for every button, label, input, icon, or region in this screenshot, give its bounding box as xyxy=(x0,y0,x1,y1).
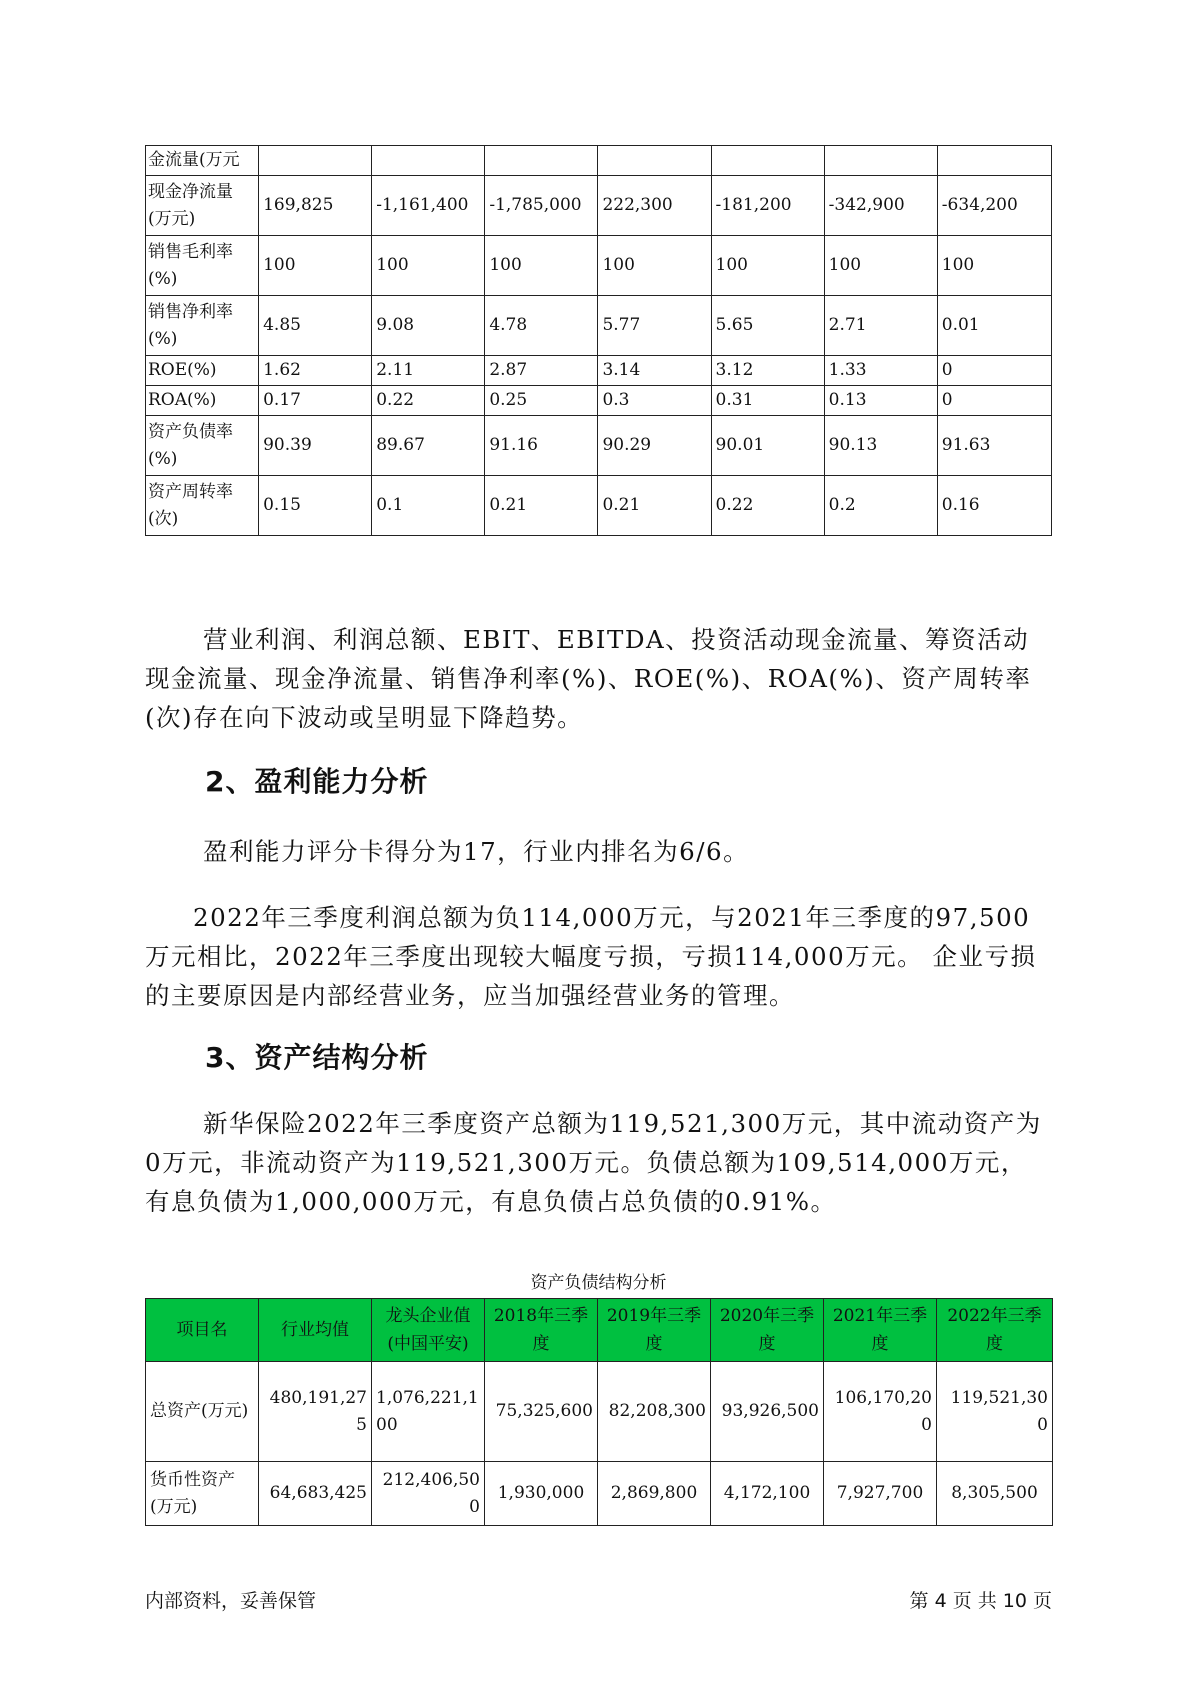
column-header: 2021年三季度 xyxy=(824,1299,937,1362)
table-row xyxy=(146,176,1052,236)
table-cell: -1,785,000 xyxy=(485,176,598,236)
table-cell: 90.13 xyxy=(824,416,937,476)
table-cell: 5.65 xyxy=(711,296,824,356)
table-cell: 100 xyxy=(824,236,937,296)
table-cell: 106,170,200 xyxy=(824,1362,937,1462)
column-header: 2022年三季度 xyxy=(937,1299,1053,1362)
table-cell: 480,191,275 xyxy=(259,1362,372,1462)
table-cell: 4.78 xyxy=(485,296,598,356)
table-cell: 7,927,700 xyxy=(824,1462,937,1526)
table-cell: 5.77 xyxy=(598,296,711,356)
row-label: 销售毛利率(%) xyxy=(146,236,259,296)
table-cell: 0.2 xyxy=(824,476,937,536)
table-row xyxy=(146,416,1052,476)
table-caption: 资产负债结构分析 xyxy=(530,1273,667,1293)
table-cell xyxy=(937,146,1051,176)
table-cell xyxy=(485,146,598,176)
table-cell: 0.21 xyxy=(485,476,598,536)
table-cell: 0.15 xyxy=(259,476,372,536)
table-row xyxy=(146,236,1052,296)
table-cell: 1,076,221,100 xyxy=(372,1362,485,1462)
table-row xyxy=(146,356,1052,386)
table-cell: 89.67 xyxy=(372,416,485,476)
table-cell: 100 xyxy=(598,236,711,296)
table-cell: 75,325,600 xyxy=(485,1362,598,1462)
table-cell: 100 xyxy=(937,236,1051,296)
table-cell xyxy=(824,146,937,176)
table-cell: 2,869,800 xyxy=(598,1462,711,1526)
table-cell: 1.33 xyxy=(824,356,937,386)
table-row xyxy=(146,386,1052,416)
table-row xyxy=(146,146,1052,176)
table-cell: -634,200 xyxy=(937,176,1051,236)
table-cell: 0.22 xyxy=(711,476,824,536)
table-cell: 0.3 xyxy=(598,386,711,416)
table-cell: 90.01 xyxy=(711,416,824,476)
footer-page-number: 第 4 页 共 10 页 xyxy=(909,1590,1052,1612)
table-cell: 222,300 xyxy=(598,176,711,236)
table-cell: 100 xyxy=(259,236,372,296)
table-cell: 4.85 xyxy=(259,296,372,356)
table-cell: -342,900 xyxy=(824,176,937,236)
asset-liability-table xyxy=(145,1298,1053,1526)
table-cell: 90.39 xyxy=(259,416,372,476)
column-header: 2020年三季度 xyxy=(711,1299,824,1362)
row-label: 资产负债率(%) xyxy=(146,416,259,476)
table-cell: 91.63 xyxy=(937,416,1051,476)
table-cell: 9.08 xyxy=(372,296,485,356)
section-heading-asset-structure: 3、资产结构分析 xyxy=(205,1041,429,1074)
column-header: 行业均值 xyxy=(259,1299,372,1362)
score-paragraph: 盈利能力评分卡得分为17，行业内排名为6/6。 xyxy=(203,837,750,866)
footer-confidential-note: 内部资料，妥善保管 xyxy=(145,1590,317,1612)
table-cell: -181,200 xyxy=(711,176,824,236)
table-cell: 82,208,300 xyxy=(598,1362,711,1462)
section-heading-profitability: 2、盈利能力分析 xyxy=(205,765,429,798)
table-row xyxy=(146,296,1052,356)
table-cell: 90.29 xyxy=(598,416,711,476)
column-header: 2018年三季度 xyxy=(485,1299,598,1362)
table-cell: 100 xyxy=(711,236,824,296)
table-cell: 0 xyxy=(937,356,1051,386)
table-cell xyxy=(372,146,485,176)
table-cell: 1,930,000 xyxy=(485,1462,598,1526)
table-cell: 2.11 xyxy=(372,356,485,386)
table-cell: 93,926,500 xyxy=(711,1362,824,1462)
table-cell: 64,683,425 xyxy=(259,1462,372,1526)
row-label: ROA(%) xyxy=(146,386,259,416)
asset-paragraph: 新华保险2022年三季度资产总额为119,521,300万元，其中流动资产为0万元，非流动资产为119,521,300万元。负债总额为109,514,000万元，有息负债为1,000,000万元，有息负债占总负债的0.91%。 xyxy=(145,1109,1042,1216)
table-cell xyxy=(259,146,372,176)
table-cell: 0.21 xyxy=(598,476,711,536)
table-cell: 100 xyxy=(485,236,598,296)
table-cell xyxy=(711,146,824,176)
table-cell: 0.13 xyxy=(824,386,937,416)
table-cell: 3.12 xyxy=(711,356,824,386)
row-label: 销售净利率(%) xyxy=(146,296,259,356)
table-cell: 169,825 xyxy=(259,176,372,236)
row-label: 现金净流量(万元) xyxy=(146,176,259,236)
row-label: 货币性资产(万元) xyxy=(146,1462,259,1526)
row-label: 总资产(万元) xyxy=(146,1362,259,1462)
table-row xyxy=(146,476,1052,536)
column-header: 项目名 xyxy=(146,1299,259,1362)
profit-paragraph: 2022年三季度利润总额为负114,000万元，与2021年三季度的97,500万元相比，2022年三季度出现较大幅度亏损，亏损114,000万元。 企业亏损的主要原因是内部经营业务，应当加强经营业务的管理。 xyxy=(145,903,1037,1010)
table-header-row xyxy=(146,1299,1053,1362)
table-cell: 0.17 xyxy=(259,386,372,416)
column-header: 龙头企业值(中国平安) xyxy=(372,1299,485,1362)
column-header: 2019年三季度 xyxy=(598,1299,711,1362)
table-row xyxy=(146,1362,1053,1462)
table-cell: 91.16 xyxy=(485,416,598,476)
table-cell: 0.31 xyxy=(711,386,824,416)
table-cell: 119,521,300 xyxy=(937,1362,1053,1462)
row-label: 金流量(万元 xyxy=(146,146,259,176)
table-cell: 2.87 xyxy=(485,356,598,386)
table-row xyxy=(146,1462,1053,1526)
table-cell: 0.25 xyxy=(485,386,598,416)
table-cell: 0.16 xyxy=(937,476,1051,536)
table-cell: 0 xyxy=(937,386,1051,416)
table-cell xyxy=(598,146,711,176)
table-cell: -1,161,400 xyxy=(372,176,485,236)
table-cell: 4,172,100 xyxy=(711,1462,824,1526)
table-cell: 2.71 xyxy=(824,296,937,356)
table-cell: 100 xyxy=(372,236,485,296)
table-cell: 1.62 xyxy=(259,356,372,386)
financial-metrics-table xyxy=(145,145,1052,536)
table-cell: 212,406,500 xyxy=(372,1462,485,1526)
table-cell: 0.22 xyxy=(372,386,485,416)
table-cell: 8,305,500 xyxy=(937,1462,1053,1526)
trend-paragraph: 营业利润、利润总额、EBIT、EBITDA、投资活动现金流量、筹资活动现金流量、现金净流量、销售净利率(%)、ROE(%)、ROA(%)、资产周转率(次)存在向下波动或呈明显下降趋势。 xyxy=(145,625,1032,732)
table-cell: 0.01 xyxy=(937,296,1051,356)
table-cell: 0.1 xyxy=(372,476,485,536)
table-cell: 3.14 xyxy=(598,356,711,386)
row-label: 资产周转率(次) xyxy=(146,476,259,536)
row-label: ROE(%) xyxy=(146,356,259,386)
